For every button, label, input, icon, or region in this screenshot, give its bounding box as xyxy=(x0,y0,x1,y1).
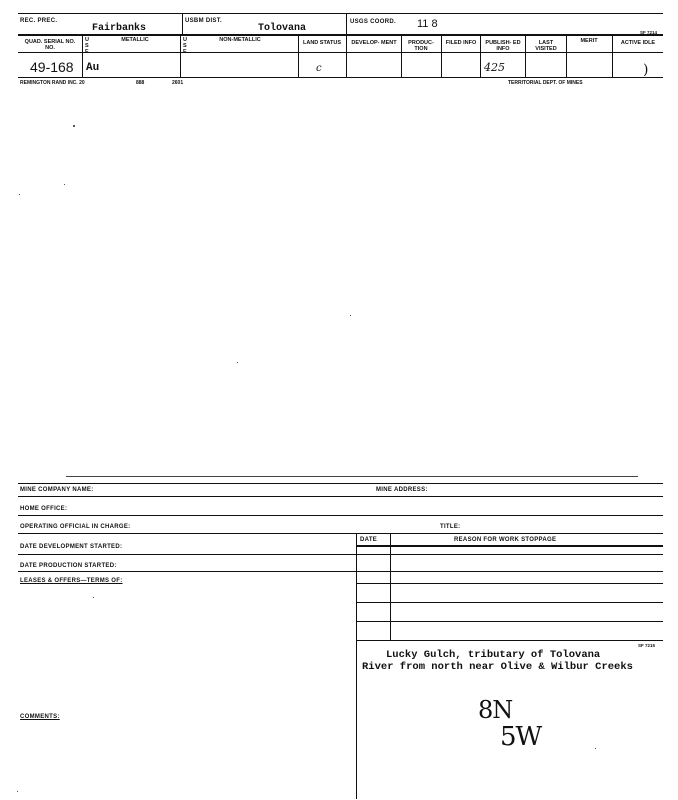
speck xyxy=(17,791,18,792)
col-sep xyxy=(346,35,347,77)
col-sep xyxy=(401,35,402,77)
usbm-dist-label: USBM DIST. xyxy=(185,18,223,24)
usgs-coord-value: 11 8 xyxy=(417,18,438,30)
record-published-info: 425 xyxy=(484,61,505,74)
col-last-visited: LAST VISITED xyxy=(535,40,557,52)
rule xyxy=(356,640,663,641)
usbm-dist-value: Tolovana xyxy=(258,23,307,34)
col-merit: MERIT xyxy=(580,38,598,44)
col-sep xyxy=(566,35,567,77)
tear-line xyxy=(66,476,638,477)
speck xyxy=(93,597,94,598)
lower-top-rule xyxy=(18,483,663,484)
rec-prec-label: REC. PREC. xyxy=(20,18,58,24)
record-active-idle: ) xyxy=(643,62,649,78)
speck xyxy=(19,194,20,195)
location-line-1: Lucky Gulch, tributary of Tolovana xyxy=(386,649,601,661)
col-published-info: PUBLISH- ED INFO xyxy=(485,40,521,52)
rule-v xyxy=(182,13,183,35)
col-use-nonmetallic-prefix: U S E xyxy=(183,37,187,55)
speck xyxy=(350,315,351,316)
title-label: TITLE: xyxy=(440,524,461,530)
col-quad-serial: QUAD. SERIAL NO. NO. xyxy=(24,39,76,51)
date-divider xyxy=(390,533,391,640)
col-land-status: LAND STATUS xyxy=(303,40,341,46)
col-sep xyxy=(525,35,526,77)
col-active-idle: ACTIVE IDLE xyxy=(620,40,656,46)
rule xyxy=(18,496,663,497)
record-bottom-rule xyxy=(18,77,663,78)
printer-imprint: REMINGTON RAND INC. 20 xyxy=(20,80,85,86)
handwritten-township: 8N xyxy=(478,696,513,724)
department-imprint: TERRITORIAL DEPT. OF MINES xyxy=(508,80,583,86)
date-development-label: DATE DEVELOPMENT STARTED: xyxy=(20,544,123,550)
col-development: DEVELOP- MENT xyxy=(351,40,397,46)
location-line-2: River from north near Olive & Wilbur Creeks xyxy=(362,661,633,673)
form-number-top: SF 7214 xyxy=(640,30,658,35)
col-sep xyxy=(298,35,299,77)
reason-column-label: REASON FOR WORK STOPPAGE xyxy=(454,537,557,543)
rule xyxy=(18,533,663,534)
date-column-label: DATE xyxy=(360,537,378,543)
rule xyxy=(356,621,663,622)
col-production: PRODUC- TION xyxy=(408,40,434,52)
rule xyxy=(356,583,663,584)
speck xyxy=(73,125,75,127)
rule-v xyxy=(346,13,347,35)
usgs-coord-label: USGS COORD. xyxy=(350,19,396,25)
top-rule xyxy=(18,13,663,14)
speck xyxy=(64,184,65,185)
center-divider xyxy=(356,533,357,799)
handwritten-range: 5W xyxy=(500,722,542,752)
col-use-metallic-prefix: U S E xyxy=(85,37,89,55)
rule xyxy=(356,545,663,547)
col-metallic: METALLIC xyxy=(121,37,149,43)
rec-prec-value: Fairbanks xyxy=(92,23,147,34)
printer-code-2: 2601 xyxy=(172,80,184,86)
col-sep xyxy=(612,35,613,77)
record-land-status: c xyxy=(316,63,322,74)
col-sep xyxy=(441,35,442,77)
speck xyxy=(237,362,238,363)
form-number-bottom: SF 7215 xyxy=(638,643,656,648)
printer-code-1: 888 xyxy=(136,80,145,86)
record-metallic: Au xyxy=(86,62,100,74)
comments-label: COMMENTS: xyxy=(20,714,60,720)
date-production-label: DATE PRODUCTION STARTED: xyxy=(20,563,117,569)
col-sep xyxy=(480,35,481,77)
operating-official-label: OPERATING OFFICIAL IN CHARGE: xyxy=(20,524,131,530)
speck xyxy=(595,748,596,749)
rule xyxy=(18,554,663,555)
rule xyxy=(356,602,663,603)
mine-company-name-label: MINE COMPANY NAME: xyxy=(20,487,94,493)
record-serial: 49-168 xyxy=(30,59,74,75)
col-sep xyxy=(82,35,83,77)
col-non-metallic: NON-METALLIC xyxy=(219,37,261,43)
rule xyxy=(18,571,663,572)
mine-address-label: MINE ADDRESS: xyxy=(376,487,428,493)
rule xyxy=(18,515,663,516)
home-office-label: HOME OFFICE: xyxy=(20,506,68,512)
leases-label: LEASES & OFFERS—TERMS OF: xyxy=(20,578,123,584)
col-filed-info: FILED INFO xyxy=(445,40,477,46)
col-sep xyxy=(180,35,181,77)
